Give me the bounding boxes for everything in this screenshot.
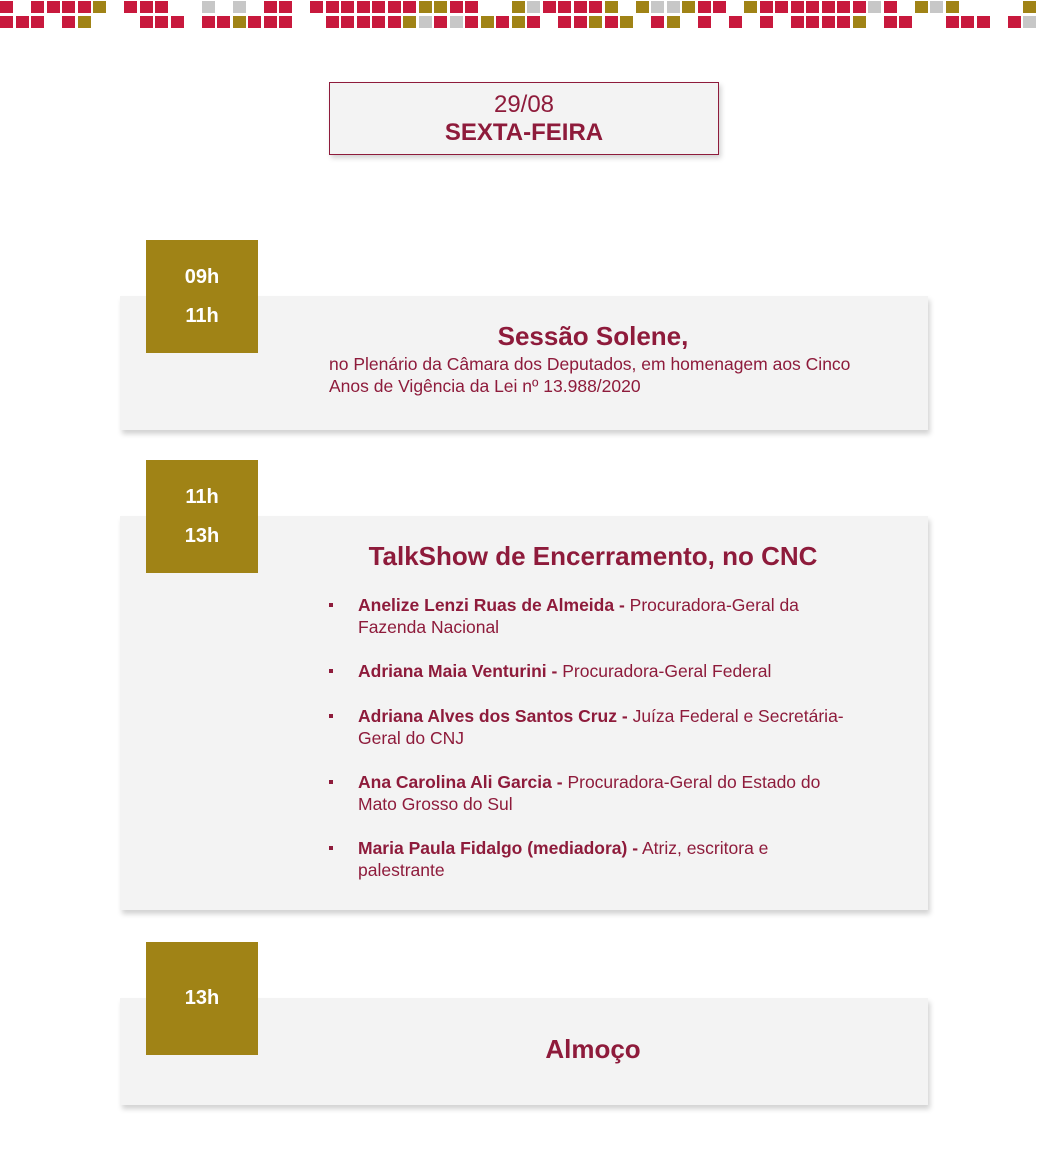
mosaic-tile [450, 1, 463, 13]
speaker-role: Procuradora-Geral Federal [562, 661, 772, 681]
speaker-role: Juíza Federal e Secretária-Geral do CNJ [358, 706, 844, 748]
mosaic-tile [1008, 16, 1021, 28]
list-item [329, 837, 859, 881]
event-start-time: 13h [184, 987, 220, 1009]
mosaic-tile [388, 16, 401, 28]
mosaic-tile [0, 1, 13, 13]
event-title: Almoço [545, 1034, 641, 1064]
mosaic-tile [264, 16, 277, 28]
mosaic-tile [884, 16, 897, 28]
mosaic-tile [155, 16, 168, 28]
mosaic-tile [419, 16, 432, 28]
bullet-icon [329, 780, 333, 784]
mosaic-tile [403, 16, 416, 28]
mosaic-tile [450, 16, 463, 28]
mosaic-tile [496, 16, 509, 28]
mosaic-tile [310, 1, 323, 13]
speaker-name: Maria Paula Fidalgo (mediadora) - [358, 838, 639, 858]
mosaic-tile [651, 1, 664, 13]
mosaic-tile [558, 1, 571, 13]
mosaic-tile [279, 1, 292, 13]
mosaic-tile [217, 16, 230, 28]
mosaic-tile [1023, 1, 1036, 13]
mosaic-tile [853, 16, 866, 28]
list-item [329, 594, 859, 638]
mosaic-tile [434, 16, 447, 28]
speaker-name: Anelize Lenzi Ruas de Almeida - [358, 595, 625, 615]
mosaic-tile [574, 16, 587, 28]
mosaic-tile [667, 16, 680, 28]
mosaic-tile [791, 1, 804, 13]
mosaic-tile [760, 16, 773, 28]
mosaic-tile [543, 1, 556, 13]
mosaic-tile [868, 1, 881, 13]
decorative-mosaic-border [0, 0, 1048, 30]
mosaic-tile [574, 1, 587, 13]
mosaic-tile [264, 1, 277, 13]
mosaic-tile [636, 1, 649, 13]
mosaic-tile [465, 1, 478, 13]
mosaic-tile [806, 16, 819, 28]
mosaic-tile [372, 1, 385, 13]
mosaic-tile [899, 16, 912, 28]
mosaic-tile [93, 1, 106, 13]
mosaic-tile [527, 16, 540, 28]
speaker-role: Atriz, escritora e palestrante [358, 838, 769, 880]
mosaic-tile [775, 1, 788, 13]
bullet-icon [329, 846, 333, 850]
mosaic-tile [140, 1, 153, 13]
mosaic-tile [202, 16, 215, 28]
event-title: Sessão Solene, [497, 321, 689, 351]
mosaic-tile [248, 16, 261, 28]
bullet-icon [329, 669, 333, 673]
mosaic-tile [388, 1, 401, 13]
mosaic-tile [946, 16, 959, 28]
mosaic-tile [31, 16, 44, 28]
date-day: 29/08 [493, 91, 555, 118]
mosaic-tile [403, 1, 416, 13]
mosaic-tile [837, 1, 850, 13]
mosaic-tile [977, 16, 990, 28]
mosaic-tile [961, 16, 974, 28]
mosaic-tile [729, 16, 742, 28]
mosaic-tile [837, 16, 850, 28]
speaker-name: Adriana Maia Venturini - [358, 661, 558, 681]
mosaic-tile [853, 1, 866, 13]
mosaic-tile [589, 1, 602, 13]
mosaic-tile [822, 1, 835, 13]
event-time-box [146, 240, 258, 353]
mosaic-tile [713, 1, 726, 13]
mosaic-tile [465, 16, 478, 28]
mosaic-tile [31, 1, 44, 13]
mosaic-tile [341, 1, 354, 13]
mosaic-tile [357, 16, 370, 28]
list-item [329, 660, 859, 682]
mosaic-tile [0, 16, 13, 28]
mosaic-tile [589, 16, 602, 28]
mosaic-tile [140, 16, 153, 28]
mosaic-tile [620, 16, 633, 28]
mosaic-tile [341, 16, 354, 28]
mosaic-tile [326, 1, 339, 13]
mosaic-tile [326, 16, 339, 28]
mosaic-tile [233, 1, 246, 13]
event-title: TalkShow de Encerramento, no CNC [368, 541, 818, 571]
event-end-time: 11h [185, 305, 219, 327]
mosaic-tile [605, 16, 618, 28]
event-time-box [146, 942, 258, 1055]
mosaic-tile [760, 1, 773, 13]
mosaic-tile [806, 1, 819, 13]
mosaic-tile [915, 1, 928, 13]
list-item [329, 705, 859, 749]
speaker-role: Procuradora-Geral da Fazenda Nacional [358, 595, 799, 637]
mosaic-tile [1023, 16, 1036, 28]
mosaic-tile [512, 16, 525, 28]
mosaic-tile [698, 16, 711, 28]
mosaic-tile [357, 1, 370, 13]
mosaic-tile [171, 16, 184, 28]
mosaic-tile [155, 1, 168, 13]
mosaic-tile [605, 1, 618, 13]
mosaic-tile [419, 1, 432, 13]
mosaic-tile [202, 1, 215, 13]
speaker-name: Ana Carolina Ali Garcia - [358, 772, 563, 792]
mosaic-tile [78, 16, 91, 28]
list-item [329, 771, 859, 815]
event-description: no Plenário da Câmara dos Deputados, em homenagem aos Cinco Anos de Vigência da Lei nº 13.988/2020 [329, 354, 851, 396]
mosaic-tile [124, 1, 137, 13]
mosaic-tile [78, 1, 91, 13]
mosaic-tile [667, 1, 680, 13]
mosaic-tile [279, 16, 292, 28]
mosaic-tile [946, 1, 959, 13]
mosaic-tile [481, 16, 494, 28]
bullet-icon [329, 603, 333, 607]
mosaic-tile [930, 1, 943, 13]
mosaic-tile [651, 16, 664, 28]
mosaic-tile [822, 16, 835, 28]
mosaic-tile [791, 16, 804, 28]
mosaic-tile [434, 1, 447, 13]
event-start-time: 09h [184, 266, 220, 288]
mosaic-tile [16, 16, 29, 28]
event-time-box [146, 460, 258, 573]
mosaic-tile [558, 16, 571, 28]
event-end-time: 13h [184, 525, 220, 547]
mosaic-tile [527, 1, 540, 13]
date-header [329, 82, 719, 155]
mosaic-tile [233, 16, 246, 28]
date-weekday: SEXTA-FEIRA [444, 119, 604, 146]
event-start-time: 11h [185, 486, 219, 508]
mosaic-tile [698, 1, 711, 13]
mosaic-tile [62, 16, 75, 28]
speaker-name: Adriana Alves dos Santos Cruz - [358, 706, 628, 726]
speaker-list [329, 594, 859, 903]
mosaic-tile [372, 16, 385, 28]
mosaic-tile [884, 1, 897, 13]
mosaic-tile [62, 1, 75, 13]
mosaic-tile [744, 1, 757, 13]
mosaic-tile [682, 1, 695, 13]
mosaic-tile [512, 1, 525, 13]
mosaic-tile [47, 1, 60, 13]
speaker-role: Procuradora-Geral do Estado do Mato Grosso do Sul [358, 772, 821, 814]
bullet-icon [329, 714, 333, 718]
